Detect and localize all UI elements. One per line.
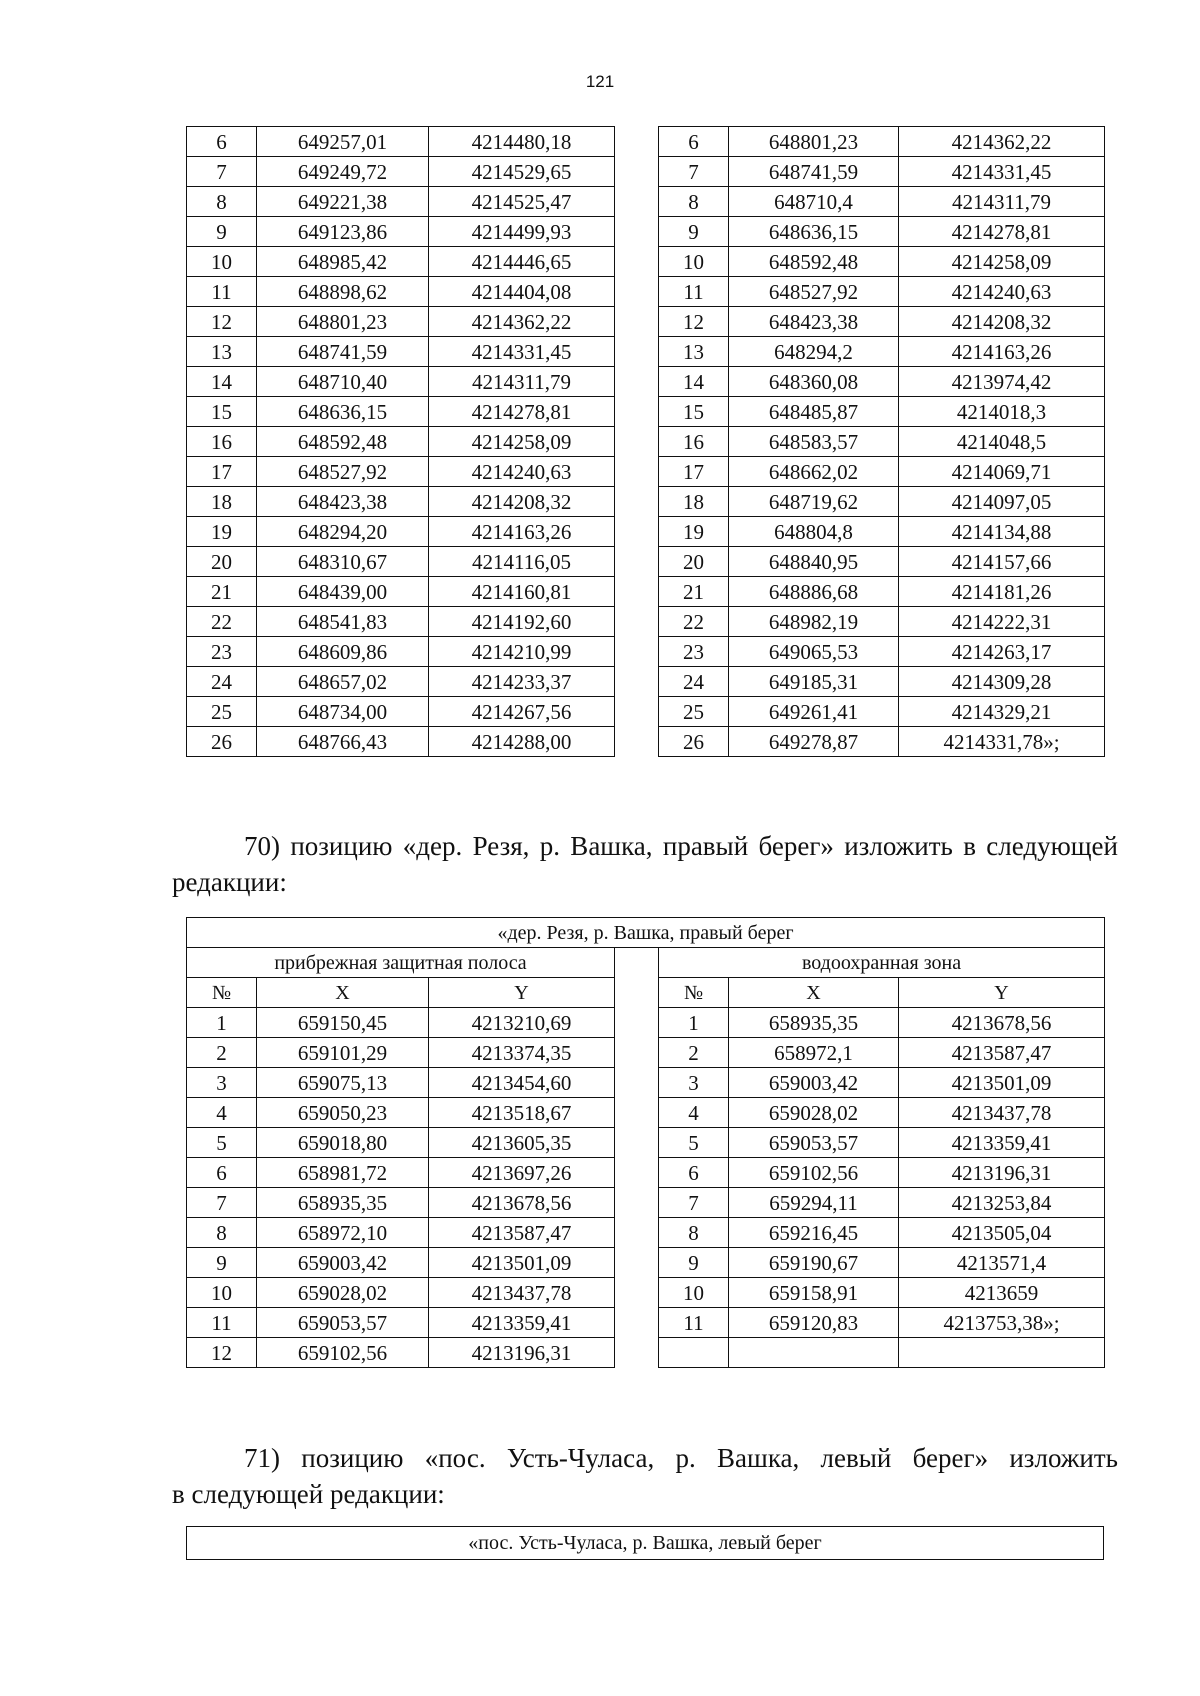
y-cell: 4214240,63 <box>429 457 615 487</box>
x-cell: 648592,48 <box>729 247 899 277</box>
table-row <box>187 1248 1105 1278</box>
number-cell: 14 <box>659 367 729 397</box>
number-cell: 12 <box>659 307 729 337</box>
y-cell: 4214018,3 <box>899 397 1105 427</box>
table-gap <box>615 367 659 397</box>
x-cell: 648801,23 <box>257 307 429 337</box>
coordinates-table-continued <box>186 126 1105 757</box>
page-number: 121 <box>585 72 615 91</box>
number-cell: 26 <box>187 727 257 757</box>
x-cell: 659050,23 <box>257 1098 429 1128</box>
number-cell: 5 <box>659 1128 729 1158</box>
y-cell: 4213678,56 <box>429 1188 615 1218</box>
y-cell: 4213501,09 <box>899 1068 1105 1098</box>
table-row <box>187 607 1105 637</box>
x-cell: 649249,72 <box>257 157 429 187</box>
y-cell <box>899 1338 1105 1368</box>
y-cell: 4213437,78 <box>899 1098 1105 1128</box>
table-row <box>187 1068 1105 1098</box>
y-cell: 4214362,22 <box>899 127 1105 157</box>
y-cell: 4213210,69 <box>429 1008 615 1038</box>
number-cell: 17 <box>659 457 729 487</box>
x-cell: 659216,45 <box>729 1218 899 1248</box>
number-cell: 4 <box>187 1098 257 1128</box>
x-cell: 658972,1 <box>729 1038 899 1068</box>
table-row <box>187 217 1105 247</box>
number-cell: 3 <box>659 1068 729 1098</box>
table-gap <box>615 1188 659 1218</box>
number-cell: 9 <box>659 1248 729 1278</box>
paragraph-70 <box>172 828 1118 900</box>
y-cell: 4214311,79 <box>899 187 1105 217</box>
table-row <box>187 427 1105 457</box>
number-cell: 11 <box>659 277 729 307</box>
x-cell: 648609,86 <box>257 637 429 667</box>
x-cell: 648801,23 <box>729 127 899 157</box>
number-cell: 9 <box>659 217 729 247</box>
table-row <box>187 1098 1105 1128</box>
x-cell: 648439,00 <box>257 577 429 607</box>
x-cell: 649257,01 <box>257 127 429 157</box>
y-cell: 4214480,18 <box>429 127 615 157</box>
number-cell: 8 <box>659 1218 729 1248</box>
y-cell: 4213374,35 <box>429 1038 615 1068</box>
y-cell: 4213587,47 <box>429 1218 615 1248</box>
zone-header-coastal-strip: прибрежная защитная полоса <box>187 948 615 978</box>
table-gap <box>615 1278 659 1308</box>
y-cell: 4213196,31 <box>899 1158 1105 1188</box>
number-cell: 25 <box>659 697 729 727</box>
y-cell: 4214048,5 <box>899 427 1105 457</box>
number-cell: 21 <box>659 577 729 607</box>
column-header-x: X <box>257 978 429 1008</box>
number-cell: 8 <box>659 187 729 217</box>
table-gap <box>615 397 659 427</box>
y-cell: 4214134,88 <box>899 517 1105 547</box>
x-cell: 659150,45 <box>257 1008 429 1038</box>
number-cell: 7 <box>659 1188 729 1218</box>
number-cell: 12 <box>187 307 257 337</box>
table-row <box>187 727 1105 757</box>
table-gap <box>615 247 659 277</box>
x-cell: 648423,38 <box>729 307 899 337</box>
x-cell: 659102,56 <box>257 1338 429 1368</box>
number-cell: 4 <box>659 1098 729 1128</box>
number-cell: 23 <box>187 637 257 667</box>
table-row <box>187 1218 1105 1248</box>
table-row <box>187 637 1105 667</box>
y-cell: 4214278,81 <box>429 397 615 427</box>
y-cell: 4213501,09 <box>429 1248 615 1278</box>
table-gap <box>615 187 659 217</box>
x-cell: 659101,29 <box>257 1038 429 1068</box>
table-gap <box>615 577 659 607</box>
number-cell: 2 <box>187 1038 257 1068</box>
number-cell: 15 <box>187 397 257 427</box>
table-row <box>187 457 1105 487</box>
table-row <box>187 157 1105 187</box>
y-cell: 4214233,37 <box>429 667 615 697</box>
number-cell: 6 <box>187 1158 257 1188</box>
table-row <box>187 697 1105 727</box>
paragraph-70-line-1: 70) позицию «дер. Резя, р. Вашка, правый берег» изложить в следующей <box>244 831 1118 861</box>
number-cell: 6 <box>659 1158 729 1188</box>
x-cell: 648886,68 <box>729 577 899 607</box>
x-cell <box>729 1338 899 1368</box>
x-cell: 648985,42 <box>257 247 429 277</box>
table-gap <box>615 427 659 457</box>
x-cell: 649278,87 <box>729 727 899 757</box>
x-cell: 648710,4 <box>729 187 899 217</box>
table-row <box>187 487 1105 517</box>
table-row <box>187 1278 1105 1308</box>
x-cell: 648592,48 <box>257 427 429 457</box>
y-cell: 4214404,08 <box>429 277 615 307</box>
y-cell: 4213753,38»; <box>899 1308 1105 1338</box>
x-cell: 648741,59 <box>257 337 429 367</box>
table-gap <box>615 978 659 1008</box>
y-cell: 4214446,65 <box>429 247 615 277</box>
y-cell: 4214208,32 <box>429 487 615 517</box>
y-cell: 4213974,42 <box>899 367 1105 397</box>
x-cell: 659294,11 <box>729 1188 899 1218</box>
x-cell: 648310,67 <box>257 547 429 577</box>
x-cell: 659003,42 <box>729 1068 899 1098</box>
x-cell: 648898,62 <box>257 277 429 307</box>
y-cell: 4214331,78»; <box>899 727 1105 757</box>
number-cell: 9 <box>187 217 257 247</box>
number-cell: 2 <box>659 1038 729 1068</box>
x-cell: 648360,08 <box>729 367 899 397</box>
y-cell: 4214192,60 <box>429 607 615 637</box>
x-cell: 659003,42 <box>257 1248 429 1278</box>
x-cell: 648662,02 <box>729 457 899 487</box>
y-cell: 4214267,56 <box>429 697 615 727</box>
x-cell: 658972,10 <box>257 1218 429 1248</box>
x-cell: 658935,35 <box>257 1188 429 1218</box>
y-cell: 4214258,09 <box>899 247 1105 277</box>
number-cell: 3 <box>187 1068 257 1098</box>
number-cell: 24 <box>659 667 729 697</box>
y-cell: 4213437,78 <box>429 1278 615 1308</box>
x-cell: 659018,80 <box>257 1128 429 1158</box>
x-cell: 648741,59 <box>729 157 899 187</box>
number-cell: 22 <box>659 607 729 637</box>
x-cell: 648657,02 <box>257 667 429 697</box>
column-header-number: № <box>187 978 257 1008</box>
x-cell: 648294,2 <box>729 337 899 367</box>
number-cell: 7 <box>187 1188 257 1218</box>
table-gap <box>615 1068 659 1098</box>
y-cell: 4214331,45 <box>899 157 1105 187</box>
x-cell: 659120,83 <box>729 1308 899 1338</box>
number-cell: 18 <box>187 487 257 517</box>
y-cell: 4214362,22 <box>429 307 615 337</box>
x-cell: 659158,91 <box>729 1278 899 1308</box>
y-cell: 4214309,28 <box>899 667 1105 697</box>
paragraph-71-line-1: 71) позицию «пос. Усть-Чуласа, р. Вашка, левый берег» изложить <box>244 1443 1118 1473</box>
table-row <box>187 187 1105 217</box>
y-cell: 4213659 <box>899 1278 1105 1308</box>
table-row <box>187 547 1105 577</box>
column-header-y: Y <box>429 978 615 1008</box>
table-row <box>187 1308 1105 1338</box>
y-cell: 4213454,60 <box>429 1068 615 1098</box>
column-header-x: X <box>729 978 899 1008</box>
number-cell: 13 <box>659 337 729 367</box>
x-cell: 648982,19 <box>729 607 899 637</box>
number-cell: 21 <box>187 577 257 607</box>
x-cell: 648710,40 <box>257 367 429 397</box>
x-cell: 658935,35 <box>729 1008 899 1038</box>
x-cell: 648734,00 <box>257 697 429 727</box>
y-cell: 4213518,67 <box>429 1098 615 1128</box>
number-cell: 26 <box>659 727 729 757</box>
table-gap <box>615 948 659 978</box>
paragraph-71 <box>172 1440 1118 1512</box>
y-cell: 4214499,93 <box>429 217 615 247</box>
y-cell: 4213359,41 <box>429 1308 615 1338</box>
y-cell: 4214181,26 <box>899 577 1105 607</box>
table-gap <box>615 1308 659 1338</box>
table-gap <box>615 727 659 757</box>
zone-header-water-protection: водоохранная зона <box>659 948 1105 978</box>
table-gap <box>615 217 659 247</box>
table-gap <box>615 1128 659 1158</box>
number-cell: 11 <box>187 277 257 307</box>
column-header-y: Y <box>899 978 1105 1008</box>
number-cell: 15 <box>659 397 729 427</box>
y-cell: 4213571,4 <box>899 1248 1105 1278</box>
x-cell: 649221,38 <box>257 187 429 217</box>
table-row <box>187 247 1105 277</box>
x-cell: 648541,83 <box>257 607 429 637</box>
y-cell: 4214258,09 <box>429 427 615 457</box>
y-cell: 4214222,31 <box>899 607 1105 637</box>
x-cell: 649261,41 <box>729 697 899 727</box>
y-cell: 4214240,63 <box>899 277 1105 307</box>
table-row <box>187 1188 1105 1218</box>
x-cell: 649123,86 <box>257 217 429 247</box>
table-row <box>187 1338 1105 1368</box>
table-gap <box>615 157 659 187</box>
table-gap <box>615 1338 659 1368</box>
number-cell: 1 <box>187 1008 257 1038</box>
number-cell: 10 <box>187 1278 257 1308</box>
y-cell: 4214210,99 <box>429 637 615 667</box>
number-cell: 14 <box>187 367 257 397</box>
y-cell: 4214097,05 <box>899 487 1105 517</box>
coordinates-table-rezya <box>186 917 1105 1368</box>
number-cell: 20 <box>187 547 257 577</box>
number-cell: 16 <box>659 427 729 457</box>
number-cell: 5 <box>187 1128 257 1158</box>
number-cell: 19 <box>659 517 729 547</box>
number-cell: 18 <box>659 487 729 517</box>
number-cell: 11 <box>659 1308 729 1338</box>
table-row <box>187 1038 1105 1068</box>
y-cell: 4214311,79 <box>429 367 615 397</box>
table-row <box>187 577 1105 607</box>
table-gap <box>615 277 659 307</box>
table-row <box>187 1128 1105 1158</box>
column-header-number: № <box>659 978 729 1008</box>
table-gap <box>615 607 659 637</box>
x-cell: 659028,02 <box>257 1278 429 1308</box>
x-cell: 648636,15 <box>729 217 899 247</box>
number-cell: 19 <box>187 517 257 547</box>
table-gap <box>615 1248 659 1278</box>
table-gap <box>615 337 659 367</box>
x-cell: 648527,92 <box>257 457 429 487</box>
y-cell: 4213678,56 <box>899 1008 1105 1038</box>
number-cell <box>659 1338 729 1368</box>
y-cell: 4214157,66 <box>899 547 1105 577</box>
x-cell: 659075,13 <box>257 1068 429 1098</box>
table-gap <box>615 1098 659 1128</box>
table-gap <box>615 517 659 547</box>
table-gap <box>615 307 659 337</box>
x-cell: 648583,57 <box>729 427 899 457</box>
y-cell: 4214529,65 <box>429 157 615 187</box>
y-cell: 4214208,32 <box>899 307 1105 337</box>
table-gap <box>615 1218 659 1248</box>
table-gap <box>615 457 659 487</box>
table-row <box>187 1008 1105 1038</box>
y-cell: 4214329,21 <box>899 697 1105 727</box>
table-row <box>187 397 1105 427</box>
table-gap <box>615 1158 659 1188</box>
number-cell: 17 <box>187 457 257 487</box>
y-cell: 4214288,00 <box>429 727 615 757</box>
number-cell: 20 <box>659 547 729 577</box>
number-cell: 23 <box>659 637 729 667</box>
x-cell: 659028,02 <box>729 1098 899 1128</box>
x-cell: 659190,67 <box>729 1248 899 1278</box>
table-row <box>187 667 1105 697</box>
y-cell: 4214163,26 <box>899 337 1105 367</box>
x-cell: 659102,56 <box>729 1158 899 1188</box>
number-cell: 13 <box>187 337 257 367</box>
number-cell: 8 <box>187 1218 257 1248</box>
y-cell: 4214278,81 <box>899 217 1105 247</box>
y-cell: 4213697,26 <box>429 1158 615 1188</box>
y-cell: 4214263,17 <box>899 637 1105 667</box>
number-cell: 10 <box>659 1278 729 1308</box>
table-gap <box>615 637 659 667</box>
x-cell: 648294,20 <box>257 517 429 547</box>
y-cell: 4214331,45 <box>429 337 615 367</box>
y-cell: 4213505,04 <box>899 1218 1105 1248</box>
number-cell: 1 <box>659 1008 729 1038</box>
table-row <box>187 337 1105 367</box>
number-cell: 25 <box>187 697 257 727</box>
x-cell: 648485,87 <box>729 397 899 427</box>
table-row <box>187 517 1105 547</box>
table-row <box>187 127 1105 157</box>
number-cell: 11 <box>187 1308 257 1338</box>
x-cell: 648804,8 <box>729 517 899 547</box>
x-cell: 658981,72 <box>257 1158 429 1188</box>
x-cell: 649065,53 <box>729 637 899 667</box>
number-cell: 22 <box>187 607 257 637</box>
table-gap <box>615 667 659 697</box>
y-cell: 4213605,35 <box>429 1128 615 1158</box>
number-cell: 9 <box>187 1248 257 1278</box>
table-gap <box>615 1008 659 1038</box>
x-cell: 648766,43 <box>257 727 429 757</box>
table-gap <box>615 547 659 577</box>
number-cell: 8 <box>187 187 257 217</box>
x-cell: 649185,31 <box>729 667 899 697</box>
table-gap <box>615 697 659 727</box>
table-row <box>187 277 1105 307</box>
x-cell: 648423,38 <box>257 487 429 517</box>
x-cell: 648527,92 <box>729 277 899 307</box>
table-row <box>187 367 1105 397</box>
x-cell: 648636,15 <box>257 397 429 427</box>
table-gap <box>615 487 659 517</box>
number-cell: 7 <box>659 157 729 187</box>
y-cell: 4214069,71 <box>899 457 1105 487</box>
number-cell: 10 <box>659 247 729 277</box>
paragraph-71-line-2: в следующей редакции: <box>172 1479 445 1509</box>
y-cell: 4213359,41 <box>899 1128 1105 1158</box>
y-cell: 4214160,81 <box>429 577 615 607</box>
number-cell: 10 <box>187 247 257 277</box>
x-cell: 648840,95 <box>729 547 899 577</box>
number-cell: 12 <box>187 1338 257 1368</box>
y-cell: 4214163,26 <box>429 517 615 547</box>
table-row <box>187 1158 1105 1188</box>
table-row <box>187 307 1105 337</box>
table-gap <box>615 127 659 157</box>
number-cell: 6 <box>659 127 729 157</box>
number-cell: 24 <box>187 667 257 697</box>
table-title-ust-chulasa: «пос. Усть-Чуласа, р. Вашка, левый берег <box>186 1526 1104 1560</box>
number-cell: 16 <box>187 427 257 457</box>
y-cell: 4213587,47 <box>899 1038 1105 1068</box>
y-cell: 4214525,47 <box>429 187 615 217</box>
paragraph-70-line-2: редакции: <box>172 867 287 897</box>
y-cell: 4214116,05 <box>429 547 615 577</box>
y-cell: 4213196,31 <box>429 1338 615 1368</box>
number-cell: 6 <box>187 127 257 157</box>
x-cell: 648719,62 <box>729 487 899 517</box>
table-title: «дер. Резя, р. Вашка, правый берег <box>187 918 1105 948</box>
table-gap <box>615 1038 659 1068</box>
x-cell: 659053,57 <box>729 1128 899 1158</box>
number-cell: 7 <box>187 157 257 187</box>
x-cell: 659053,57 <box>257 1308 429 1338</box>
y-cell: 4213253,84 <box>899 1188 1105 1218</box>
